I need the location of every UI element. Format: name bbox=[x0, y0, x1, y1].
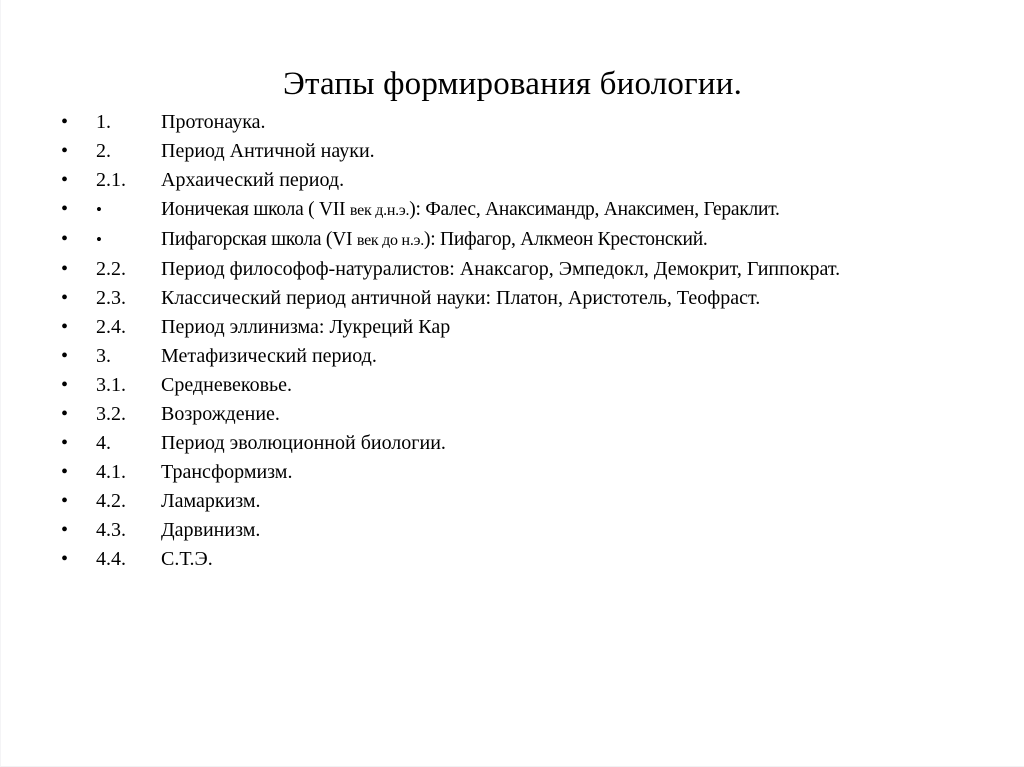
list-item-number: 3.1. bbox=[96, 374, 126, 396]
bullet-icon: • bbox=[61, 519, 69, 541]
bullet-icon: • bbox=[61, 432, 69, 454]
list-item bbox=[1, 108, 1024, 137]
list-item-text: Дарвинизм. bbox=[161, 519, 261, 541]
list-item-number: 2. bbox=[96, 140, 111, 162]
page-title: Этапы формирования биологии. bbox=[282, 66, 743, 103]
bullet-icon: • bbox=[61, 316, 69, 338]
list-item bbox=[1, 313, 1024, 342]
list-item-text-run: Пифагорская школа (VI bbox=[161, 229, 357, 250]
list-item-number: 2.4. bbox=[96, 316, 126, 338]
list-item-text: Протонаука. bbox=[161, 111, 266, 133]
list-item-text-run: ): Пифагор, Алкмеон Крестонский. bbox=[423, 229, 708, 250]
list-item-text-run: век до н.э. bbox=[356, 232, 424, 249]
list-item-text: Период Античной науки. bbox=[161, 140, 375, 162]
list-item-number: 3.2. bbox=[96, 403, 126, 425]
bullet-icon: • bbox=[61, 258, 69, 280]
list-item-number: 2.2. bbox=[96, 258, 126, 280]
list-item-number: 2.3. bbox=[96, 287, 126, 309]
bullet-icon: • bbox=[61, 490, 69, 512]
bullet-icon: • bbox=[61, 374, 69, 396]
bullet-icon: • bbox=[61, 169, 69, 191]
list-item-text: Период философоф-натуралистов: Анаксагор, Эмпедокл, Демокрит, Гиппократ. bbox=[161, 258, 841, 280]
list-item-text bbox=[161, 229, 708, 250]
list-item bbox=[1, 487, 1024, 516]
bullet-icon: • bbox=[61, 198, 69, 220]
bullet-icon: • bbox=[61, 548, 69, 570]
list-item-text: Метафизический период. bbox=[161, 345, 377, 367]
list-item-text: Ламаркизм. bbox=[161, 490, 261, 512]
bullet-icon: • bbox=[61, 461, 69, 483]
list-item bbox=[1, 284, 1024, 313]
list-item-text-run: Ионичекая школа ( VII bbox=[161, 199, 350, 220]
list-item-text: Трансформизм. bbox=[161, 461, 293, 483]
list-item-number: • bbox=[96, 200, 102, 219]
list-item-number: 4.2. bbox=[96, 490, 126, 512]
content-list bbox=[1, 108, 1024, 574]
list-item-text-run: век д.н.э. bbox=[349, 202, 410, 219]
list-item-number: 1. bbox=[96, 111, 111, 133]
list-item-text: Период эволюционной биологии. bbox=[161, 432, 446, 454]
bullet-icon: • bbox=[61, 140, 69, 162]
list-item-text: Классический период античной науки: Платон, Аристотель, Теофраст. bbox=[161, 287, 761, 309]
list-item bbox=[1, 225, 1024, 255]
list-item bbox=[1, 458, 1024, 487]
list-item bbox=[1, 429, 1024, 458]
list-item-text: Возрождение. bbox=[161, 403, 280, 425]
list-item-number: 4.1. bbox=[96, 461, 126, 483]
list-item bbox=[1, 545, 1024, 574]
list-item bbox=[1, 137, 1024, 166]
list-item-text: С.Т.Э. bbox=[161, 548, 213, 570]
list-item-number: 4.3. bbox=[96, 519, 126, 541]
list-item bbox=[1, 516, 1024, 545]
list-item-number: • bbox=[96, 230, 102, 249]
bullet-icon: • bbox=[61, 345, 69, 367]
bullet-icon: • bbox=[61, 287, 69, 309]
list-item-text: Период эллинизма: Лукреций Кар bbox=[161, 316, 451, 338]
list-item-number: 2.1. bbox=[96, 169, 126, 191]
list-item bbox=[1, 255, 1024, 284]
list-item bbox=[1, 371, 1024, 400]
list-item bbox=[1, 400, 1024, 429]
list-item-number: 4.4. bbox=[96, 548, 126, 570]
list-item-text bbox=[161, 199, 780, 220]
list-item-text: Архаический период. bbox=[161, 169, 345, 191]
list-item-number: 3. bbox=[96, 345, 111, 367]
list-item bbox=[1, 342, 1024, 371]
bullet-icon: • bbox=[61, 403, 69, 425]
list-item bbox=[1, 195, 1024, 225]
list-item bbox=[1, 166, 1024, 195]
list-item-text-run: ): Фалес, Анаксимандр, Анаксимен, Гераклит. bbox=[409, 199, 780, 220]
list-item-number: 4. bbox=[96, 432, 111, 454]
bullet-icon: • bbox=[61, 228, 69, 250]
list-item-text: Средневековье. bbox=[161, 374, 293, 396]
bullet-icon: • bbox=[61, 111, 69, 133]
